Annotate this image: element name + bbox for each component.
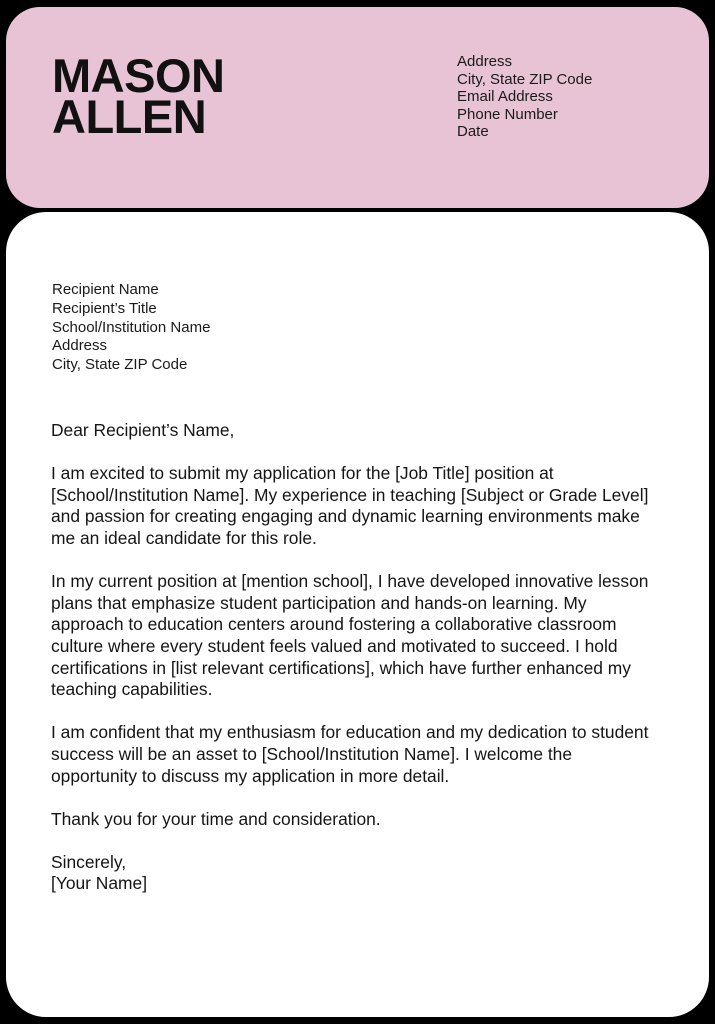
- sender-address: Address: [457, 53, 513, 70]
- recipient-institution: School/Institution Name: [52, 318, 211, 336]
- recipient-title: Recipient’s Title: [52, 299, 157, 317]
- sender-email: Email Address: [457, 88, 553, 106]
- paragraph-thanks: Thank you for your time and consideration.: [51, 808, 381, 829]
- letter-body: [51, 420, 661, 895]
- last-name: ALLEN: [52, 90, 207, 143]
- signature: [Your Name]: [51, 873, 148, 894]
- paragraph-experience: In my current position at [mention school], I have developed innovative lesson plans that emphasize student participation and hands-on learning. My approach to education centers around fostering a collaborative classroom culture where every student feels valued and motivated to succeed. I hold certifications in [list relevant certifications], which have further enhanced my teaching capabilities.: [51, 571, 649, 700]
- recipient-city-state-zip: City, State ZIP Code: [52, 356, 188, 374]
- recipient-name: Recipient Name: [52, 281, 159, 298]
- closing: Sincerely,: [51, 851, 127, 872]
- sender-city-state-zip: City, State ZIP Code: [457, 70, 593, 88]
- paragraph-confidence: I am confident that my enthusiasm for education and my dedication to student success will be an asset to [School/Institution Name]. I welcome the opportunity to discuss my application in more detail.: [51, 722, 649, 786]
- applicant-name: [52, 49, 225, 143]
- salutation: Dear Recipient’s Name,: [51, 420, 235, 440]
- sender-date: Date: [457, 123, 489, 141]
- first-name: MASON: [52, 49, 225, 102]
- sender-phone: Phone Number: [457, 105, 558, 123]
- paragraph-intro: I am excited to submit my application for the [Job Title] position at [School/Institution Name]. My experience in teaching [Subject or Grade Level] and passion for creating engaging and dynamic learning environments make me an ideal candidate for this role.: [51, 463, 649, 548]
- recipient-block: [52, 281, 210, 375]
- letter-card: [6, 212, 709, 1017]
- recipient-address: Address: [52, 337, 108, 355]
- sender-contact-block: [457, 53, 592, 141]
- header-card: [6, 7, 709, 208]
- signoff: [51, 852, 661, 895]
